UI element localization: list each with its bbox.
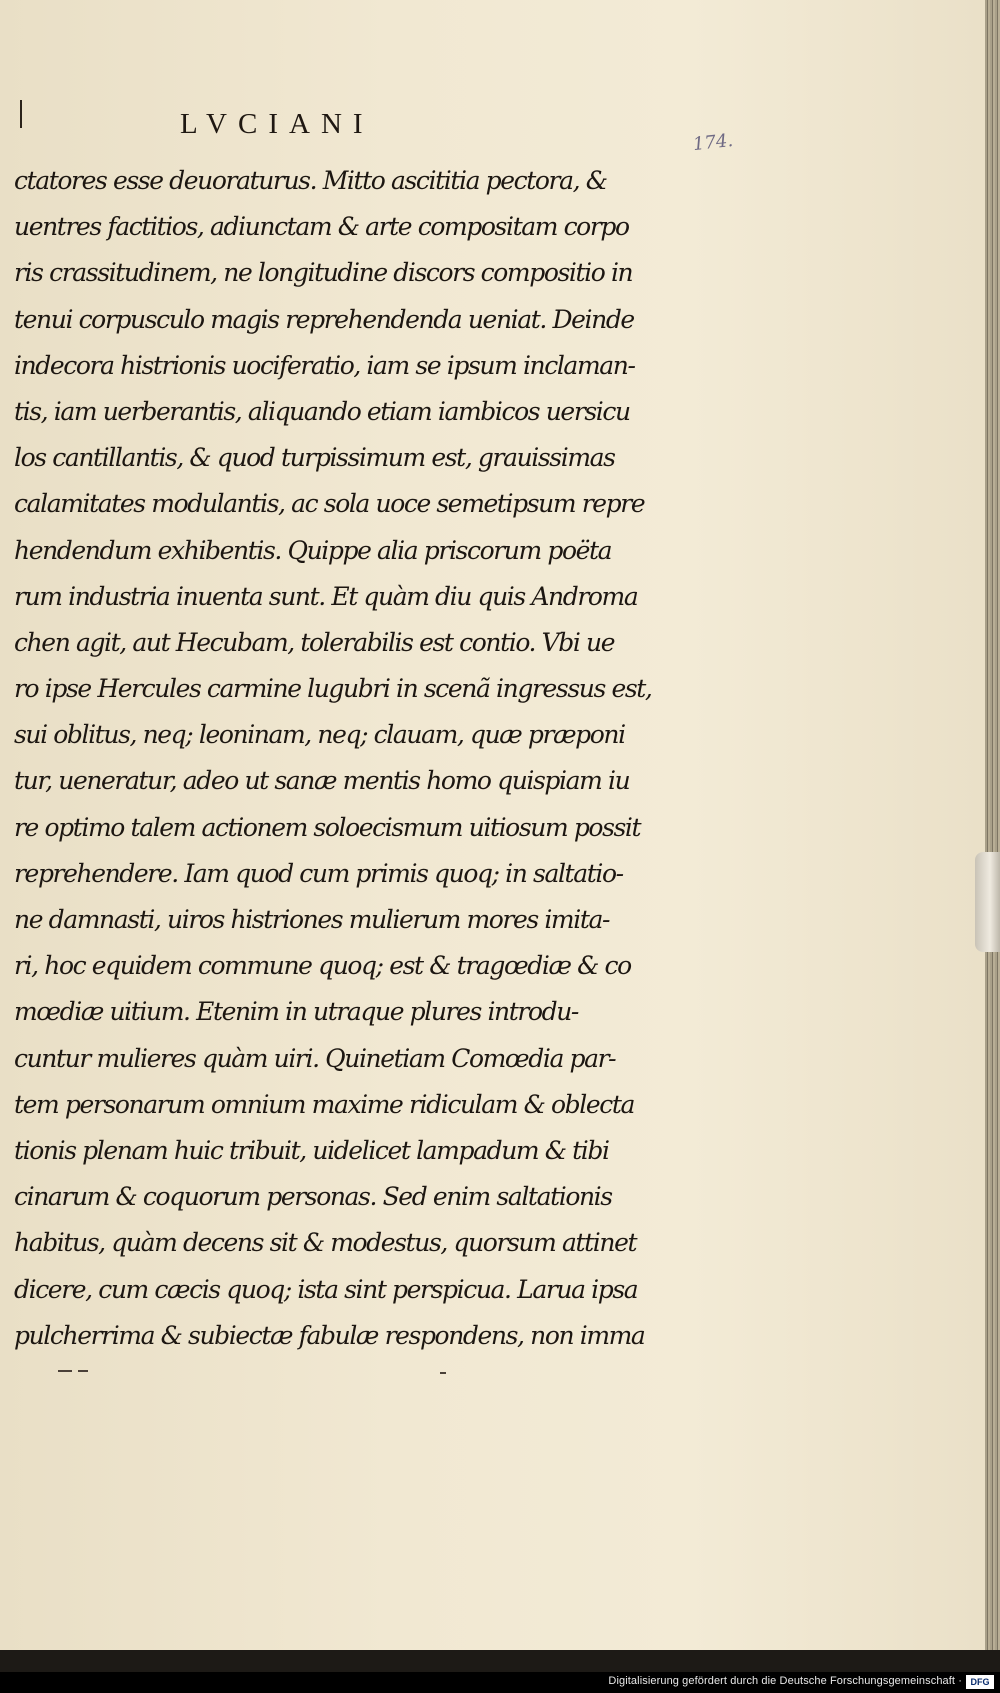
text-line: tis, iam uerberantis, aliquando etiam iambicos uersicu [14, 396, 630, 426]
text-line: re optimo talem actionem soloecismum uitiosum possit [14, 812, 641, 842]
page-clip [975, 852, 1000, 952]
text-line: tenui corpusculo magis reprehendenda ueniat. Deinde [14, 304, 634, 334]
ink-smudge [58, 1370, 72, 1372]
text-line: cinarum & coquorum personas. Sed enim saltationis [14, 1182, 612, 1212]
folio-number: 174. [692, 129, 735, 156]
running-head: LVCIANI [180, 108, 374, 140]
text-line: ri, hoc equidem commune quoq; est & tragœdiæ & co [14, 951, 631, 981]
text-line: ris crassitudinem, ne longitudine discors compositio in [14, 258, 633, 288]
text-line: uentres factitios, adiunctam & arte compositam corpo [14, 212, 629, 242]
text-block [14, 158, 754, 1359]
text-line: chen agit, aut Hecubam, tolerabilis est contio. Vbi ue [14, 627, 615, 657]
text-line: habitus, quàm decens sit & modestus, quorsum attinet [14, 1228, 637, 1258]
text-line: ctatores esse deuoraturus. Mitto ascititia pectora, & [14, 166, 607, 195]
text-line: rum industria inuenta sunt. Et quàm diu quis Androma [14, 581, 638, 611]
footer-bar [0, 1672, 1000, 1693]
funding-credit: Digitalisierung gefördert durch die Deutsche Forschungsgemeinschaft · [608, 1675, 962, 1687]
dfg-logo: DFG [966, 1675, 994, 1689]
text-line: los cantillantis, & quod turpissimum est, grauissimas [14, 443, 615, 473]
text-line: tionis plenam huic tribuit, uidelicet lampadum & tibi [14, 1135, 609, 1165]
ink-smudge [440, 1372, 446, 1374]
text-line: tur, ueneratur, adeo ut sanæ mentis homo quispiam iu [14, 766, 630, 796]
text-line: cuntur mulieres quàm uiri. Quinetiam Comœdia par- [14, 1043, 616, 1073]
text-line: calamitates modulantis, ac sola uoce semetipsum repre [14, 489, 645, 519]
text-line: indecora histrionis uociferatio, iam se ipsum inclaman- [14, 350, 635, 380]
text-line: hendendum exhibentis. Quippe alia priscorum poëta [14, 535, 612, 565]
text-line: mœdiæ uitium. Etenim in utraque plures introdu- [14, 997, 578, 1027]
text-line: pulcherrima & subiectæ fabulæ respondens, non imma [14, 1320, 645, 1350]
text-line: ne damnasti, uiros histriones mulierum mores imita- [14, 905, 610, 934]
text-line: sui oblitus, neq; leoninam, neq; clauam, quæ præponi [14, 720, 625, 750]
ink-smudge [78, 1370, 88, 1372]
page-stack-edge [985, 0, 1000, 1650]
text-line: tem personarum omnium maxime ridiculam & oblecta [14, 1089, 634, 1119]
text-line: dicere, cum cæcis quoq; ista sint perspicua. Larua ipsa [14, 1274, 638, 1304]
margin-mark [20, 100, 22, 128]
text-line: reprehendere. Iam quod cum primis quoq; in saltatio- [14, 858, 623, 888]
text-line: ro ipse Hercules carmine lugubri in scenã ingressus est, [14, 674, 652, 704]
